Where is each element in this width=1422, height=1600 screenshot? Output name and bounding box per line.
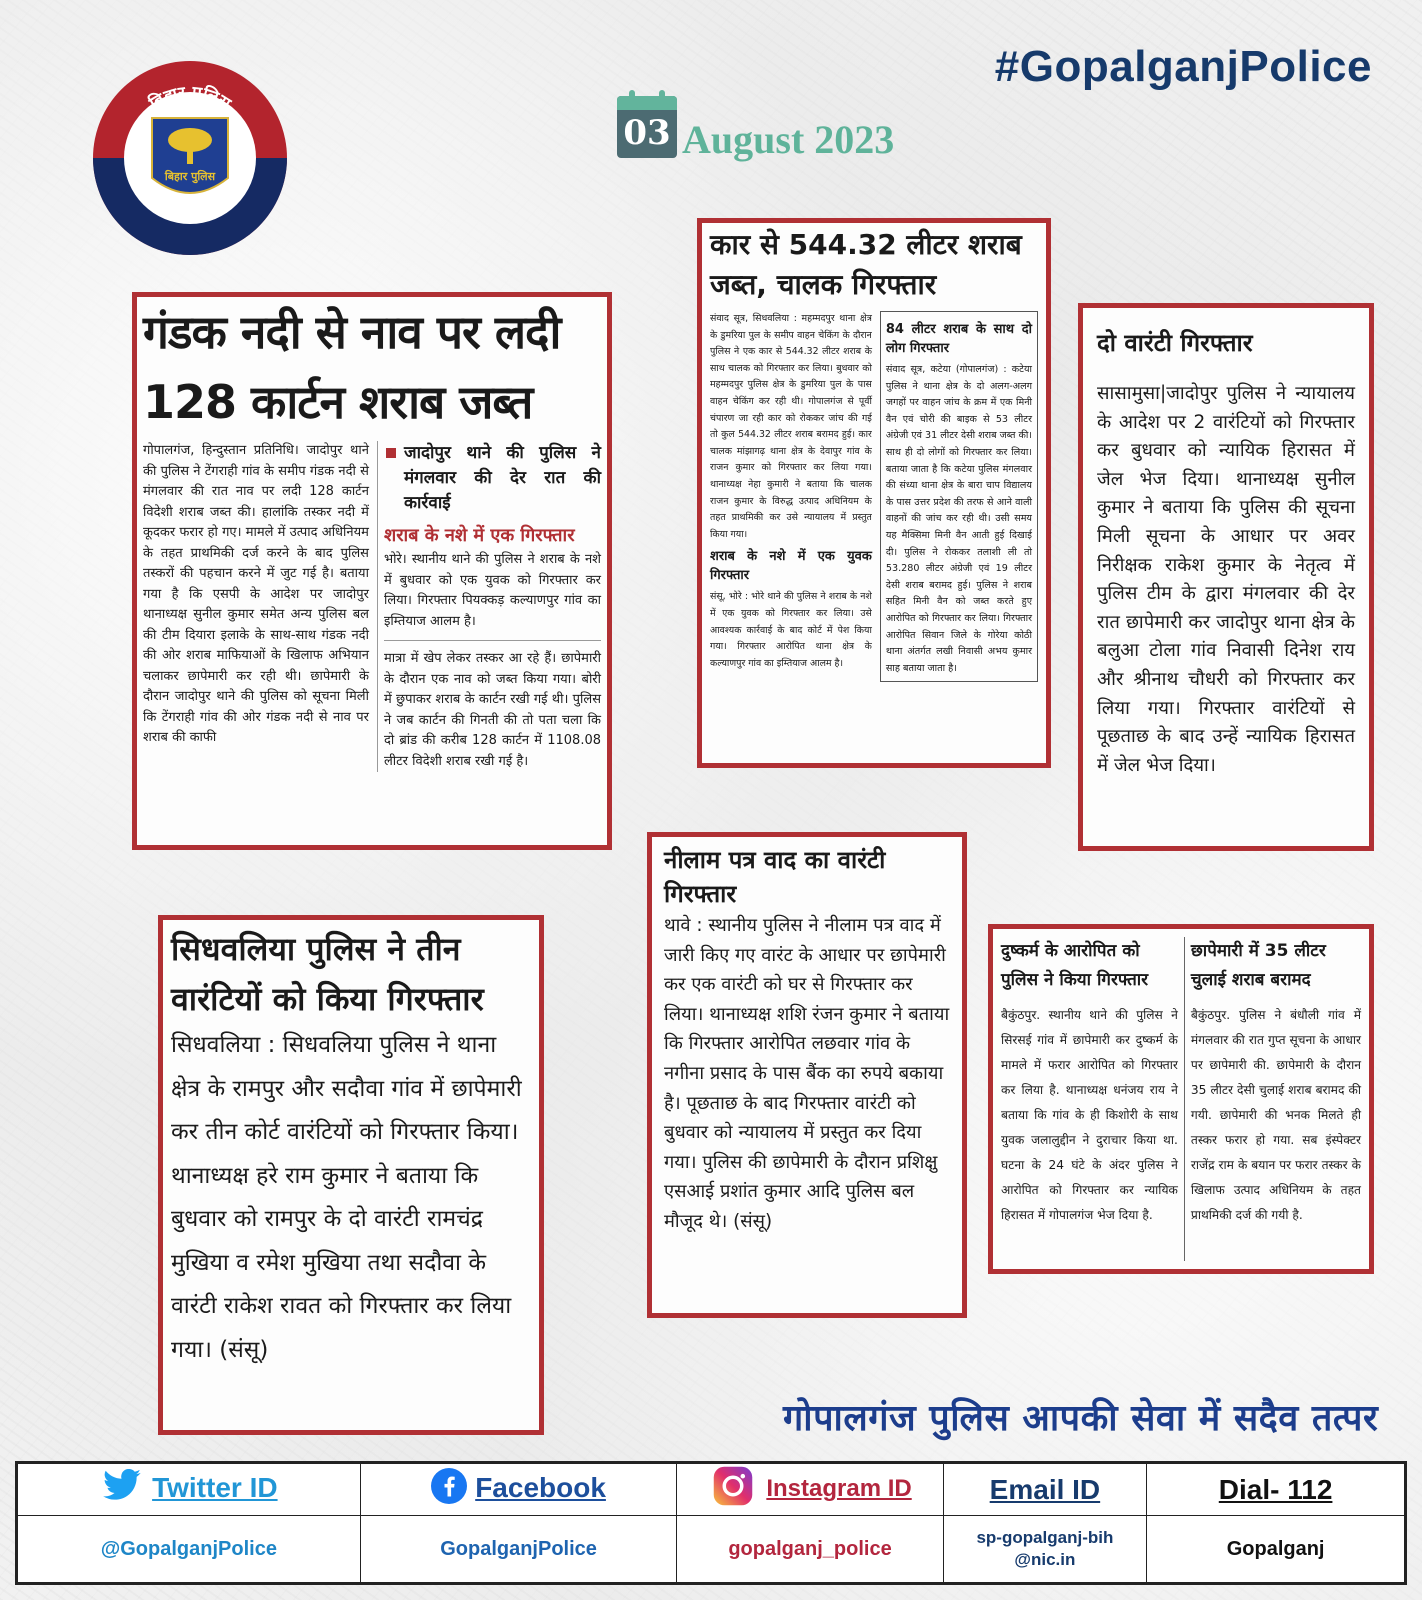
slogan: गोपालगंज पुलिस आपकी सेवा में सदैव तत्पर <box>783 1398 1379 1439</box>
clip2-box-body: संवाद सूत्र, कटेया (गोपालगंज) : कटेया पुलिस ने थाना क्षेत्र के दो अलग-अलग जगहों पर वाहन जांच के क्रम में एक मिनी वैन एवं चोरी की बाइक से 53 लीटर अंग्रेजी एवं 31 लीटर देसी शराब जब्त की। साथ ही दो लोगों को गिरफ्तार कर लिया। बताया जाता है कि कटेया पुलिस मंगलवार की संध्या थाना क्षेत्र के बारा चाप विद्यालय के पास उत्तर प्रदेश की तरफ से आने वाली वाहनों की जांच कर रही थी। उसी समय यह मैक्सिमा मिनी वैन आती हुई दिखाई दी। पुलिस ने रोककर तलाशी ली तो 53.280 लीटर अंग्रेजी एवं 19 लीटर देसी शराब बरामद हुई। पुलिस ने शराब सहित मिनी वैन को जब्त करते हुए आरोपित को गिरफ्तार कर लिया। गिरफ्तार आरोपित सिवान जिले के गोरेया कोठी थाना अंतर्गत लखी निवासी अभय कुमार साह बताया जाता है। <box>885 364 1033 674</box>
date-month-year: August 2023 <box>682 117 895 162</box>
clip2-sub-body: संसू, भोरे : भोरे थाने की पुलिस ने शराब के नशे में एक युवक को गिरफ्तार कर लिया। उसे आवश्यक कार्रवाई के बाद कोर्ट में पेश किया गया। गिरफ्तार आरोपित थाना क्षेत्र के कल्याणपुर गांव का इम्तियाज आलम है। <box>710 591 872 669</box>
facebook-value[interactable]: GopalganjPolice <box>360 1516 677 1583</box>
email-value-text: sp-gopalganj-bih@nic.in <box>976 1528 1114 1569</box>
news-clipping-sidhwalia-warrantees <box>158 915 544 1435</box>
clip6-left-body: बैकुंठपुर. स्थानीय थाने की पुलिस ने सिरसई गांव में छापेमारी कर दुष्कर्म के मामले में फरार आरोपित को गिरफ्तार कर लिया है. थानाध्यक्ष धनंजय राय ने बताया कि गांव के ही किशोरी के साथ युवक जलालुद्दीन ने दुराचार किया था. घटना के 24 घंटे के अंदर पुलिस ने आरोपित को गिरफ्तार कर न्यायिक हिरासत में गोपालगंज भेज दिया है. <box>1001 1008 1178 1222</box>
clip1-body-left: गोपालगंज, हिन्दुस्तान प्रतिनिधि। जादोपुर थाने की पुलिस ने टेंगराही गांव के समीप गंडक नदी से मंगलवार की रात नाव पर लदी 128 कार्टन विदेशी शराब जब्त की। हालांकि तस्कर नदी में कूदकर फरार हो गए। मामले में उत्पाद अधिनियम के तहत प्राथमिकी दर्ज करने के बाद पुलिस तस्करों की पहचान करने में जुट गई है। बताया गया है कि एसपी के आदेश पर जादोपुर थानाध्यक्ष सुनील कुमार समेत अन्य पुलिस बल की टीम दियारा इलाके के साथ-साथ गंडक नदी की ओर शराब माफियाओं के खिलाफ अभियान चलाकर छापेमारी कर रही थी। छापेमारी के दौरान जादोपुर थाने की पुलिस को सूचना मिली कि टेंगराही गांव की ओर गंडक नदी से नाव पर शराब की काफी <box>143 443 369 745</box>
news-clipping-car-liquor <box>697 218 1051 768</box>
logo-badge-text: बिहार पुलिस <box>164 170 216 183</box>
clip3-headline: दो वारंटी गिरफ्तार <box>1097 329 1253 357</box>
clip1-headline-line1: गंडक नदी से नाव पर लदी <box>143 305 561 359</box>
calendar-icon <box>617 96 677 158</box>
clip6-right-headline: छापेमारी में 35 लीटर चुलाई शराब बरामद <box>1190 941 1326 990</box>
facebook-icon <box>431 1468 467 1511</box>
clip4-body: सिधवलिया : सिधवलिया पुलिस ने थाना क्षेत्र के रामपुर और सदौवा गांव में छापेमारी कर तीन कोर्ट वारंटियों को गिरफ्तार किया। थानाध्यक्ष हरे राम कुमार ने बताया कि बुधवार को रामपुर के दो वारंटी रामचंद्र मुखिया व रमेश मुखिया तथा सदौवा के वारंटी राकेश रावत को गिरफ्तार कर लिया गया। (संसू) <box>171 1032 522 1363</box>
clip5-headline: नीलाम पत्र वाद का वारंटी गिरफ्तार <box>664 846 886 908</box>
facebook-label: Facebook <box>475 1471 606 1503</box>
logo-top-text: बिहार पुलिस <box>146 82 235 115</box>
logo-bottom-text: बिहार पुलिस <box>151 190 229 221</box>
news-clipping-two-warrantees <box>1078 303 1374 851</box>
twitter-value[interactable]: @GopalganjPolice <box>18 1516 361 1583</box>
email-cell[interactable] <box>943 1464 1147 1516</box>
email-label: Email ID <box>989 1473 1101 1505</box>
clip6-left-headline: दुष्कर्म के आरोपित को पुलिस ने किया गिरफ्तार <box>1001 941 1149 990</box>
clip6-right-body: बैकुंठपुर. पुलिस ने बंधौली गांव में मंगलवार की रात गुप्त सूचना के आधार पर छापेमारी की. छापेमारी के दौरान 35 लीटर देसी चुलाई शराब बरामद की गयी. छापेमारी की भनक मिलते ही तस्कर फरार हो गया. सब इंस्पेक्टर राजेंद्र राम के बयान पर फरार तस्कर के खिलाफ उत्पाद अधिनियम के तहत प्राथमिकी दर्ज की गयी है. <box>1190 1008 1361 1222</box>
clip2-body-left: संवाद सूत्र, सिधवलिया : महम्मदपुर थाना क्षेत्र के डुमरिया पुल के समीप वाहन चेकिंग के दौरान पुलिस ने एक कार से 544.32 लीटर शराब के साथ चालक को गिरफ्तार कर लिया। बुधवार को महम्मदपुर पुलिस क्षेत्र के डुमरिया पुल के पास वाहन चेकिंग कर रही थी। गोपालगंज से पूर्वी चंपारण जा रही कार को रोककर जांच की गई तो कुल 544.32 लीटर शराब बरामद हुई। कार चालक मांझागढ़ थाना क्षेत्र के देवापुर गांव के राजन कुमार को गिरफ्तार कर लिया गया। थानाध्यक्ष नेहा कुमारी ने बताया कि चालक राजन कुमार के विरुद्ध उत्पाद अधिनियम के तहत प्राथमिकी कर उसे न्यायालय में प्रस्तुत किया गया। <box>710 313 872 540</box>
clip3-body: सासामुसा|जादोपुर पुलिस ने न्यायालय के आदेश पर 2 वारंटियों को गिरफ्तार कर बुधवार को न्यायिक हिरासत में जेल भेज दिया। थानाध्यक्ष सुनील कुमार ने बताया कि पुलिस की सूचना मिली सूचना के आधार पर अवर निरीक्षक राकेश कुमार के नेतृत्व में पुलिस टीम के द्वारा मंगलवार की देर रात छापेमारी कर जादोपुर थाना क्षेत्र के बलुआ टोला गांव निवासी दिनेश राय और श्रीनाथ चौधरी को गिरफ्तार कर लिया गया। गिरफ्तार वारंटियों से पूछताछ के बाद उन्हें न्यायिक हिरासत में जेल भेज दिया। <box>1097 383 1355 776</box>
dial-cell[interactable] <box>1147 1464 1405 1516</box>
clip1-body-right: मात्रा में खेप लेकर तस्कर आ रहे हैं। छापेमारी के दौरान एक नाव को जब्त किया गया। बोरी में छुपाकर शराब के कार्टन रखी गई थी। पुलिस ने जब कार्टन की गिनती की तो पता चला कि दो ब्रांड की करीब 128 कार्टन में 1108.08 लीटर विदेशी शराब रखी गई है। <box>383 651 601 769</box>
clip2-headline: कार से 544.32 लीटर शराब जब्त, चालक गिरफ्तार <box>710 228 1022 301</box>
hashtag-title: #GopalganjPolice <box>994 42 1372 91</box>
twitter-label: Twitter ID <box>152 1471 278 1503</box>
date-day: 03 <box>623 113 671 153</box>
instagram-value[interactable]: gopalganj_police <box>677 1516 943 1583</box>
news-clipping-auction-warrantee <box>647 832 967 1318</box>
twitter-cell[interactable] <box>18 1464 361 1516</box>
clip1-side-body: भोरे। स्थानीय थाने की पुलिस ने शराब के नशे में बुधवार को एक युवक को गिरफ्तार कर लिया। गिरफ्तार पियक्कड़ कल्याणपुर गांव का इम्तियाज आलम है। <box>383 552 601 629</box>
clip5-body: थावे : स्थानीय पुलिस ने नीलाम पत्र वाद में जारी किए गए वारंट के आधार पर छापेमारी कर एक वारंटी को घर से गिरफ्तार कर लिया। थानाध्यक्ष शशि रंजन कुमार ने बताया कि गिरफ्तार आरोपित लछवार गांव के नगीना प्रसाद के पास बैंक का रुपये बकाया है। पूछताछ के बाद गिरफ्तार वारंटी को बुधवार को न्यायालय में प्रस्तुत कर दिया गया। पुलिस की छापेमारी के दौरान प्रशिक्षु एसआई प्रशांत कुमार आदि पुलिस बल मौजूद थे। (संसू) <box>664 915 950 1232</box>
news-clipping-baikunthpur <box>988 924 1374 1274</box>
clip1-side-headline: शराब के नशे में एक गिरफ्तार <box>383 525 575 546</box>
clip1-headline-line2: 128 कार्टन शराब जब्त <box>143 375 533 429</box>
instagram-cell[interactable] <box>677 1464 943 1516</box>
clip2-sub-headline: शराब के नशे में एक युवक गिरफ्तार <box>710 549 872 584</box>
news-clipping-gandak-liquor <box>132 292 612 850</box>
bihar-police-logo <box>90 58 290 258</box>
instagram-icon <box>708 1465 758 1514</box>
dial-label: Dial- 112 <box>1218 1473 1333 1505</box>
dial-value: Gopalganj <box>1147 1516 1405 1583</box>
contact-footer <box>15 1461 1407 1585</box>
email-value[interactable] <box>943 1516 1147 1583</box>
twitter-icon <box>100 1469 144 1510</box>
clip2-box-headline: 84 लीटर शराब के साथ दो लोग गिरफ्तार <box>885 322 1032 356</box>
instagram-label: Instagram ID <box>766 1474 912 1502</box>
facebook-cell[interactable] <box>360 1464 677 1516</box>
clip4-headline: सिधवलिया पुलिस ने तीन वारंटियों को किया गिरफ्तार <box>171 930 484 1018</box>
clip1-kicker: जादोपुर थाने की पुलिस ने मंगलवार की देर रात की कार्रवाई <box>384 441 601 516</box>
